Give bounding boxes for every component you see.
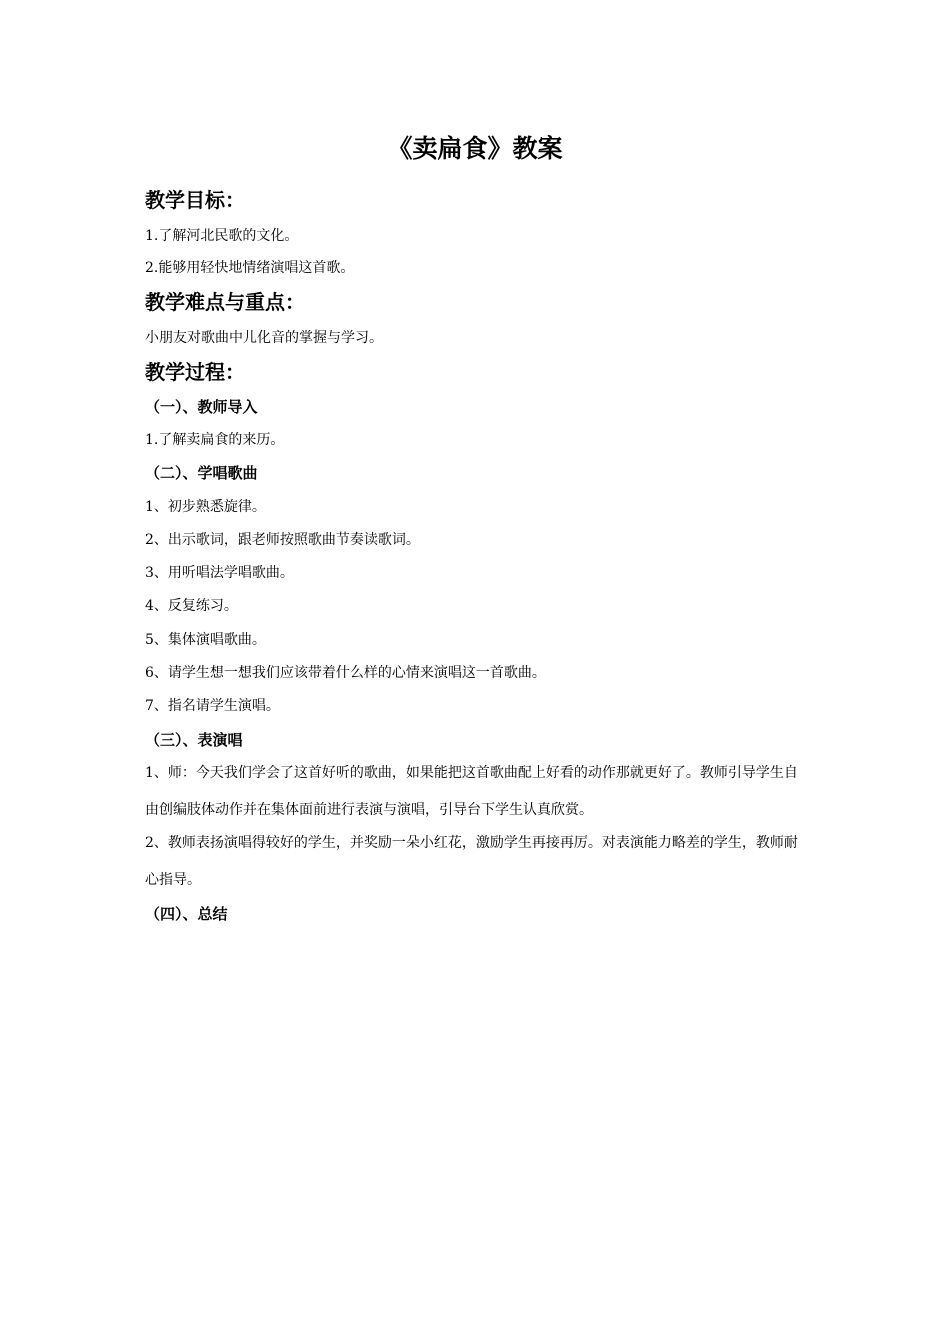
section-heading-process: 教学过程： [145, 360, 245, 384]
key-points-text: 小朋友对歌曲中儿化音的掌握与学习。 [145, 330, 383, 346]
subsection-heading-summary: （四）、总结 [145, 905, 228, 923]
list-item: 5、集体演唱歌曲。 [145, 632, 266, 648]
list-item: 7、指名请学生演唱。 [145, 698, 280, 714]
list-item: 3、用听唱法学唱歌曲。 [145, 565, 294, 581]
section-heading-objectives: 教学目标： [145, 188, 245, 212]
list-item: 4、反复练习。 [145, 598, 238, 614]
document-title: 《卖扁食》教案 [387, 134, 563, 163]
list-item: 1、初步熟悉旋律。 [145, 499, 266, 515]
list-item: 2、出示歌词，跟老师按照歌曲节奏读歌词。 [145, 532, 420, 548]
paragraph: 1、师：今天我们学会了这首好听的歌曲，如果能把这首歌曲配上好看的动作那就更好了。教师引导学生自由创编肢体动作并在集体面前进行表演与演唱，引导台下学生认真欣赏。 [145, 765, 798, 818]
subsection-heading-learn-song: （二）、学唱歌曲 [145, 464, 258, 482]
objective-item: 1.了解河北民歌的文化。 [145, 228, 299, 244]
subsection-heading-performance: （三）、表演唱 [145, 731, 243, 749]
subsection-heading-intro: （一）、教师导入 [145, 398, 258, 416]
list-item: 6、请学生想一想我们应该带着什么样的心情来演唱这一首歌曲。 [145, 665, 546, 681]
objective-item: 2.能够用轻快地情绪演唱这首歌。 [145, 260, 355, 276]
list-item: 1.了解卖扁食的来历。 [145, 432, 285, 448]
paragraph: 2、教师表扬演唱得较好的学生，并奖励一朵小红花，激励学生再接再厉。对表演能力略差的学生，教师耐心指导。 [145, 835, 798, 888]
section-heading-key-points: 教学难点与重点： [145, 290, 305, 314]
